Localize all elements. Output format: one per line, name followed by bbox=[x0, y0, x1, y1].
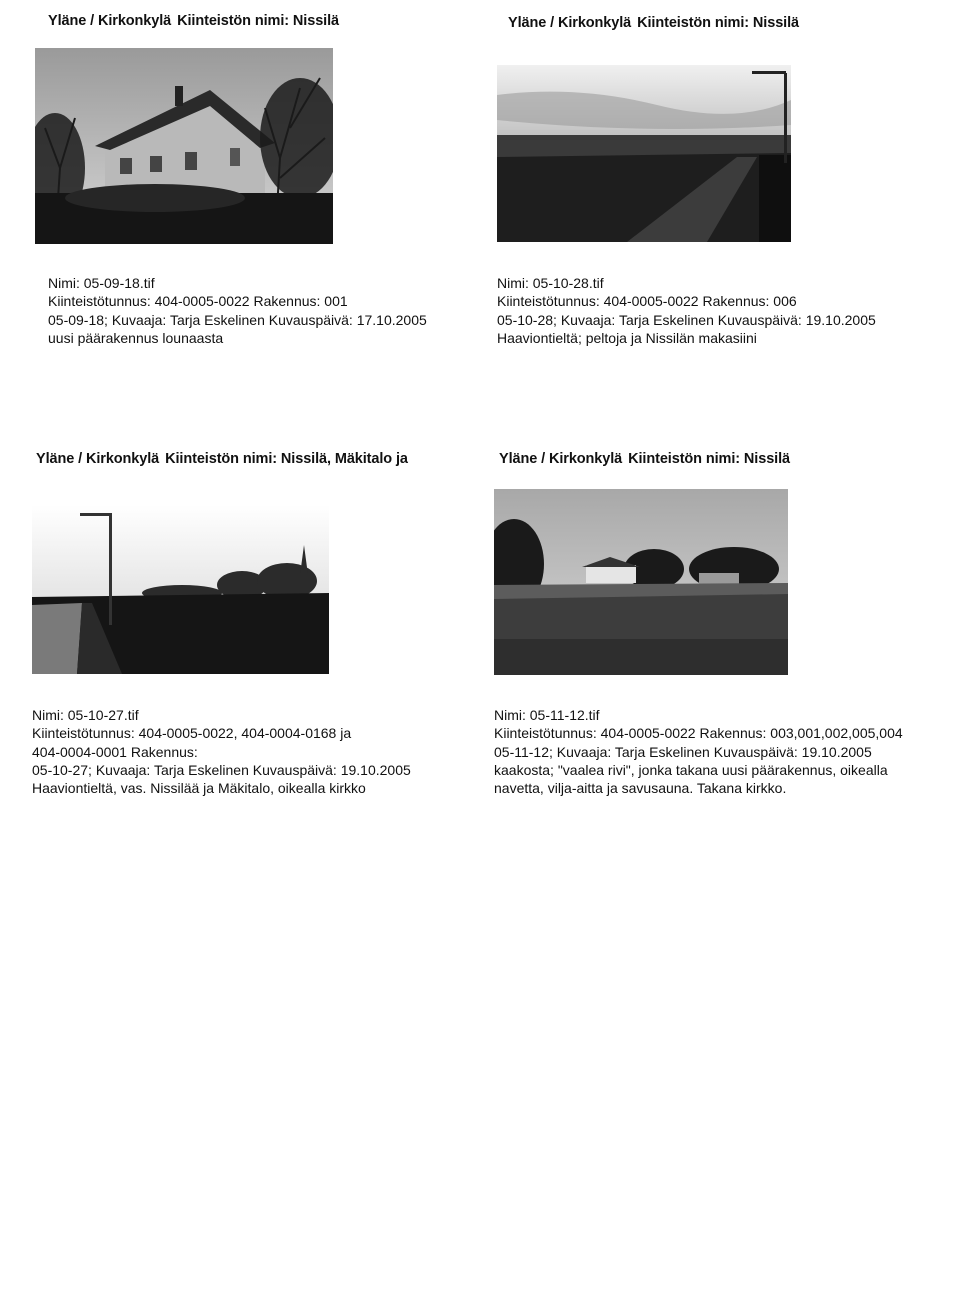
photo-card-3 bbox=[36, 450, 476, 468]
photo-description: uusi päärakennus lounaasta bbox=[48, 329, 224, 346]
photo-metadata-3 bbox=[32, 706, 472, 797]
photo-credit: 05-10-28; Kuvaaja: Tarja Eskelinen Kuvauspäivä: 19.10.2005 bbox=[497, 311, 876, 328]
photo-description: Haaviontieltä; peltoja ja Nissilän makasiini bbox=[497, 329, 757, 346]
card-title bbox=[508, 14, 948, 32]
photo-credit: 05-11-12; Kuvaaja: Tarja Eskelinen Kuvauspäivä: 19.10.2005 bbox=[494, 743, 872, 760]
card-title bbox=[499, 450, 939, 468]
property-id: Kiinteistötunnus: 404-0005-0022 Rakennus: 006 bbox=[497, 293, 797, 310]
photo-description: Haaviontieltä, vas. Nissilää ja Mäkitalo, oikealla kirkko bbox=[32, 780, 366, 797]
title-location: Yläne / Kirkonkylä bbox=[508, 15, 632, 31]
title-property: Kiinteistön nimi: Nissilä bbox=[637, 15, 799, 31]
title-location: Yläne / Kirkonkylä bbox=[499, 451, 623, 467]
card-title bbox=[36, 450, 476, 468]
photo-metadata-1 bbox=[48, 274, 488, 347]
photo-description: kaakosta; "vaalea rivi", jonka takana uusi päärakennus, oikealla navetta, vilja-aitta ja savusauna. Takana kirkko. bbox=[494, 761, 888, 797]
photo-metadata-4 bbox=[494, 706, 934, 797]
title-property: Kiinteistön nimi: Nissilä, Mäkitalo ja bbox=[165, 451, 408, 467]
photo-card-1 bbox=[48, 12, 488, 30]
title-property: Kiinteistön nimi: Nissilä bbox=[177, 13, 339, 29]
photo-card-2 bbox=[508, 14, 948, 32]
file-name: Nimi: 05-09-18.tif bbox=[48, 275, 155, 291]
file-name: Nimi: 05-11-12.tif bbox=[494, 707, 600, 723]
photo-card-4 bbox=[499, 450, 939, 468]
property-id: Kiinteistötunnus: 404-0005-0022 Rakennus: 001 bbox=[48, 293, 348, 310]
house-photo bbox=[35, 48, 333, 244]
photo-credit: 05-09-18; Kuvaaja: Tarja Eskelinen Kuvauspäivä: 17.10.2005 bbox=[48, 311, 427, 328]
title-property: Kiinteistön nimi: Nissilä bbox=[628, 451, 790, 467]
property-id: Kiinteistötunnus: 404-0005-0022 Rakennus: 003,001,002,005,004 bbox=[494, 725, 903, 742]
file-name: Nimi: 05-10-28.tif bbox=[497, 275, 604, 291]
file-name: Nimi: 05-10-27.tif bbox=[32, 707, 139, 723]
title-location: Yläne / Kirkonkylä bbox=[36, 451, 160, 467]
card-title bbox=[48, 12, 488, 30]
field-road-photo bbox=[32, 505, 329, 674]
road-photo bbox=[497, 65, 791, 242]
property-id: Kiinteistötunnus: 404-0005-0022, 404-0004-0168 ja bbox=[32, 725, 352, 742]
field-buildings-photo bbox=[494, 489, 788, 675]
photo-metadata-2 bbox=[497, 274, 937, 347]
property-id-continued: 404-0004-0001 Rakennus: bbox=[32, 743, 198, 760]
photo-credit: 05-10-27; Kuvaaja: Tarja Eskelinen Kuvauspäivä: 19.10.2005 bbox=[32, 761, 411, 778]
title-location: Yläne / Kirkonkylä bbox=[48, 13, 172, 29]
